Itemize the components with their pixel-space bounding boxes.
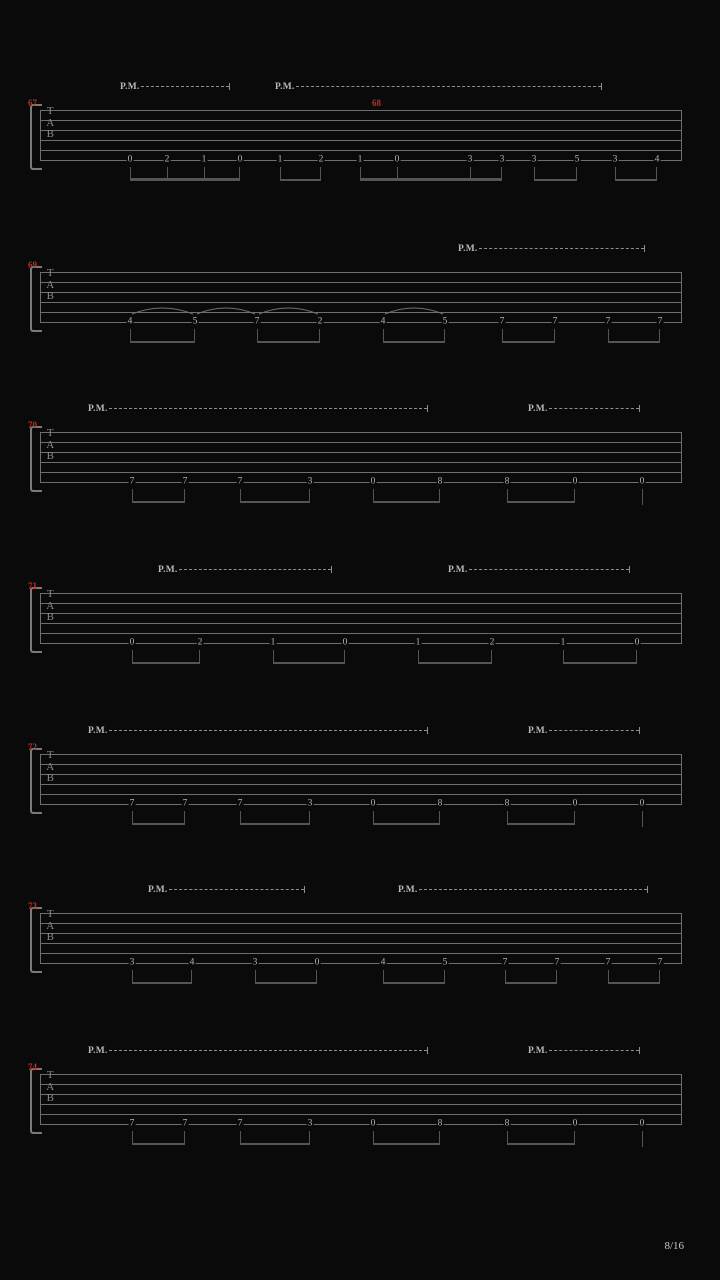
- fret-number: 8: [504, 1118, 510, 1129]
- measure-number: 74: [28, 1062, 37, 1072]
- staff-line: [40, 754, 682, 755]
- staff-line: [40, 482, 682, 483]
- tab-clef-letter: T: [46, 749, 54, 761]
- tab-clef-letter: A: [46, 919, 54, 932]
- measure-number: 67: [28, 98, 37, 108]
- tab-clef-letter: A: [46, 760, 54, 773]
- fret-number: 3: [499, 154, 505, 165]
- palm-mute-marking: [458, 244, 645, 254]
- fret-number: 3: [612, 154, 618, 165]
- fret-number: 3: [307, 1118, 313, 1129]
- staff-line: [40, 764, 682, 765]
- fret-number: 7: [182, 1118, 188, 1129]
- tab-system: [0, 82, 720, 230]
- tab-clef-letter: A: [46, 599, 54, 612]
- palm-mute-label: P.M.: [528, 726, 548, 736]
- barline-right: [681, 913, 682, 963]
- fret-number: 8: [504, 798, 510, 809]
- measure-number: 72: [28, 742, 37, 752]
- beam-group: [507, 811, 575, 825]
- note-stem: [642, 1131, 643, 1147]
- fret-number: 7: [182, 798, 188, 809]
- staff-line: [40, 794, 682, 795]
- beam-group: [373, 1131, 440, 1145]
- fret-number: 0: [639, 798, 645, 809]
- tab-system: [0, 244, 720, 392]
- slur-arc: [383, 302, 445, 316]
- staff-line: [40, 1074, 682, 1075]
- fret-number: 0: [129, 637, 135, 648]
- fret-number: 5: [442, 957, 448, 968]
- beam-group: [132, 650, 200, 664]
- tab-clef: [43, 909, 57, 944]
- staff-line: [40, 633, 682, 634]
- staff-line: [40, 282, 682, 283]
- beam-group: [383, 970, 445, 984]
- palm-mute-label: P.M.: [275, 82, 295, 92]
- slur-arc: [130, 302, 195, 316]
- tab-system: [0, 1046, 720, 1194]
- staff-line: [40, 272, 682, 273]
- beam-group: [132, 489, 185, 503]
- beam-group: [608, 329, 660, 343]
- beam-group: [507, 489, 575, 503]
- slur-arc: [195, 302, 257, 316]
- fret-number: 1: [270, 637, 276, 648]
- palm-mute-label: P.M.: [148, 885, 168, 895]
- fret-number: 0: [342, 637, 348, 648]
- tab-clef-letter: A: [46, 1080, 54, 1093]
- staff-line: [40, 472, 682, 473]
- fret-number: 7: [605, 957, 611, 968]
- fret-number: 7: [129, 798, 135, 809]
- tab-clef-letter: B: [46, 290, 54, 302]
- staff-line: [40, 130, 682, 131]
- measure-number: 69: [28, 260, 37, 270]
- staff-line: [40, 1104, 682, 1105]
- fret-number: 7: [605, 316, 611, 327]
- palm-mute-marking: [528, 1046, 640, 1056]
- staff-line: [40, 110, 682, 111]
- fret-number: 0: [639, 476, 645, 487]
- fret-number: 8: [437, 1118, 443, 1129]
- tab-clef-letter: T: [46, 588, 54, 600]
- fret-number: 4: [654, 154, 660, 165]
- fret-number: 5: [192, 316, 198, 327]
- fret-number: 3: [307, 476, 313, 487]
- fret-number: 4: [127, 316, 133, 327]
- staff-line: [40, 150, 682, 151]
- note-stem: [642, 811, 643, 827]
- beam-group: [418, 650, 492, 664]
- palm-mute-marking: [88, 404, 428, 414]
- palm-mute-marking: [148, 885, 305, 895]
- fret-number: 0: [370, 476, 376, 487]
- fret-number: 7: [499, 316, 505, 327]
- staff-line: [40, 613, 682, 614]
- staff-line: [40, 120, 682, 121]
- fret-number: 0: [394, 154, 400, 165]
- staff-line: [40, 923, 682, 924]
- measure-number: 73: [28, 901, 37, 911]
- fret-number: 7: [237, 798, 243, 809]
- system-bracket: [30, 907, 42, 973]
- tab-clef: [43, 1070, 57, 1105]
- beam-group: [280, 167, 321, 181]
- beam-group: [373, 489, 440, 503]
- tab-clef-letter: B: [46, 931, 54, 943]
- beam-group: [534, 167, 577, 181]
- fret-number: 0: [572, 476, 578, 487]
- fret-number: 1: [415, 637, 421, 648]
- staff-line: [40, 140, 682, 141]
- beam-group: [273, 650, 345, 664]
- tab-clef: [43, 750, 57, 785]
- palm-mute-marking: [120, 82, 230, 92]
- barline-right: [681, 593, 682, 643]
- palm-mute-label: P.M.: [528, 404, 548, 414]
- fret-number: 7: [657, 957, 663, 968]
- palm-mute-marking: [528, 726, 640, 736]
- fret-number: 5: [574, 154, 580, 165]
- fret-number: 0: [127, 154, 133, 165]
- beam-group: [373, 811, 440, 825]
- system-bracket: [30, 426, 42, 492]
- slur-arc: [257, 302, 320, 316]
- beam-group: [505, 970, 557, 984]
- tab-staff: [40, 588, 682, 648]
- tab-clef: [43, 268, 57, 303]
- fret-number: 7: [554, 957, 560, 968]
- barline-right: [681, 754, 682, 804]
- palm-mute-label: P.M.: [120, 82, 140, 92]
- beam-group: [240, 489, 310, 503]
- tab-staff: [40, 267, 682, 327]
- tab-staff: [40, 908, 682, 968]
- tab-staff: [40, 749, 682, 809]
- tab-clef-letter: B: [46, 1092, 54, 1104]
- system-bracket: [30, 587, 42, 653]
- staff-line: [40, 292, 682, 293]
- palm-mute-label: P.M.: [528, 1046, 548, 1056]
- staff-line: [40, 1084, 682, 1085]
- tab-clef-letter: B: [46, 772, 54, 784]
- fret-number: 7: [552, 316, 558, 327]
- tab-clef-letter: B: [46, 128, 54, 140]
- fret-number: 2: [317, 316, 323, 327]
- fret-number: 7: [129, 476, 135, 487]
- fret-number: 2: [489, 637, 495, 648]
- beam-group: [383, 329, 445, 343]
- staff-line: [40, 643, 682, 644]
- tab-clef-letter: A: [46, 116, 54, 129]
- fret-number: 8: [437, 798, 443, 809]
- fret-number: 7: [502, 957, 508, 968]
- fret-number: 0: [314, 957, 320, 968]
- tab-system: [0, 726, 720, 874]
- fret-number: 4: [189, 957, 195, 968]
- palm-mute-label: P.M.: [88, 404, 108, 414]
- secondary-beam: [360, 178, 502, 180]
- fret-number: 4: [380, 316, 386, 327]
- palm-mute-label: P.M.: [398, 885, 418, 895]
- note-stem: [204, 167, 205, 181]
- staff-line: [40, 322, 682, 323]
- tab-staff: [40, 1069, 682, 1129]
- staff-line: [40, 774, 682, 775]
- staff-line: [40, 603, 682, 604]
- palm-mute-label: P.M.: [448, 565, 468, 575]
- fret-number: 2: [318, 154, 324, 165]
- staff-line: [40, 593, 682, 594]
- tab-clef-letter: T: [46, 267, 54, 279]
- staff-line: [40, 943, 682, 944]
- tab-system: [0, 565, 720, 713]
- barline-right: [681, 272, 682, 322]
- fret-number: 7: [254, 316, 260, 327]
- staff-line: [40, 462, 682, 463]
- barline-right: [681, 1074, 682, 1124]
- fret-number: 0: [237, 154, 243, 165]
- fret-number: 7: [237, 476, 243, 487]
- tab-clef-letter: T: [46, 427, 54, 439]
- palm-mute-marking: [528, 404, 640, 414]
- tab-clef-letter: T: [46, 1069, 54, 1081]
- palm-mute-marking: [88, 726, 428, 736]
- tab-system: [0, 885, 720, 1033]
- fret-number: 1: [560, 637, 566, 648]
- fret-number: 8: [504, 476, 510, 487]
- tab-clef-letter: T: [46, 908, 54, 920]
- note-stem: [167, 167, 168, 181]
- measure-number: 71: [28, 581, 37, 591]
- palm-mute-marking: [448, 565, 630, 575]
- beam-group: [563, 650, 637, 664]
- staff-line: [40, 804, 682, 805]
- palm-mute-label: P.M.: [458, 244, 478, 254]
- fret-number: 5: [442, 316, 448, 327]
- barline-right: [681, 432, 682, 482]
- palm-mute-label: P.M.: [88, 1046, 108, 1056]
- secondary-beam: [130, 178, 240, 180]
- fret-number: 8: [437, 476, 443, 487]
- beam-group: [502, 329, 555, 343]
- note-stem: [642, 489, 643, 505]
- staff-line: [40, 312, 682, 313]
- staff-line: [40, 933, 682, 934]
- palm-mute-label: P.M.: [158, 565, 178, 575]
- staff-line: [40, 1114, 682, 1115]
- system-bracket: [30, 748, 42, 814]
- staff-line: [40, 1094, 682, 1095]
- beam-group: [240, 811, 310, 825]
- staff-line: [40, 302, 682, 303]
- staff-line: [40, 913, 682, 914]
- fret-number: 7: [657, 316, 663, 327]
- fret-number: 3: [252, 957, 258, 968]
- fret-number: 0: [639, 1118, 645, 1129]
- tab-clef-letter: B: [46, 611, 54, 623]
- tab-system: [0, 404, 720, 552]
- fret-number: 7: [129, 1118, 135, 1129]
- tab-clef: [43, 106, 57, 141]
- tab-clef-letter: T: [46, 105, 54, 117]
- beam-group: [132, 1131, 185, 1145]
- tab-clef-letter: B: [46, 450, 54, 462]
- beam-group: [132, 970, 192, 984]
- palm-mute-marking: [275, 82, 602, 92]
- fret-number: 4: [380, 957, 386, 968]
- staff-line: [40, 784, 682, 785]
- beam-group: [255, 970, 317, 984]
- fret-number: 0: [572, 798, 578, 809]
- fret-number: 7: [237, 1118, 243, 1129]
- system-bracket: [30, 104, 42, 170]
- measure-number: 68: [372, 98, 381, 108]
- fret-number: 0: [634, 637, 640, 648]
- palm-mute-marking: [158, 565, 332, 575]
- beam-group: [130, 329, 195, 343]
- system-bracket: [30, 1068, 42, 1134]
- tab-staff: [40, 105, 682, 165]
- fret-number: 0: [370, 1118, 376, 1129]
- fret-number: 1: [357, 154, 363, 165]
- fret-number: 3: [307, 798, 313, 809]
- staff-line: [40, 623, 682, 624]
- fret-number: 1: [277, 154, 283, 165]
- beam-group: [257, 329, 320, 343]
- beam-group: [132, 811, 185, 825]
- measure-number: 70: [28, 420, 37, 430]
- barline-right: [681, 110, 682, 160]
- fret-number: 7: [182, 476, 188, 487]
- tab-clef-letter: A: [46, 438, 54, 451]
- fret-number: 0: [370, 798, 376, 809]
- staff-line: [40, 953, 682, 954]
- staff-line: [40, 432, 682, 433]
- system-bracket: [30, 266, 42, 332]
- fret-number: 3: [129, 957, 135, 968]
- beam-group: [240, 1131, 310, 1145]
- beam-group: [615, 167, 657, 181]
- tab-clef-letter: A: [46, 278, 54, 291]
- palm-mute-marking: [88, 1046, 428, 1056]
- page-number: 8/16: [664, 1240, 684, 1252]
- staff-line: [40, 442, 682, 443]
- staff-line: [40, 1124, 682, 1125]
- staff-line: [40, 963, 682, 964]
- fret-number: 3: [467, 154, 473, 165]
- staff-line: [40, 452, 682, 453]
- fret-number: 3: [531, 154, 537, 165]
- tab-clef: [43, 589, 57, 624]
- note-stem: [470, 167, 471, 181]
- fret-number: 2: [197, 637, 203, 648]
- fret-number: 2: [164, 154, 170, 165]
- tab-staff: [40, 427, 682, 487]
- palm-mute-label: P.M.: [88, 726, 108, 736]
- fret-number: 1: [201, 154, 207, 165]
- tab-clef: [43, 428, 57, 463]
- beam-group: [608, 970, 660, 984]
- palm-mute-marking: [398, 885, 648, 895]
- fret-number: 0: [572, 1118, 578, 1129]
- beam-group: [507, 1131, 575, 1145]
- note-stem: [397, 167, 398, 181]
